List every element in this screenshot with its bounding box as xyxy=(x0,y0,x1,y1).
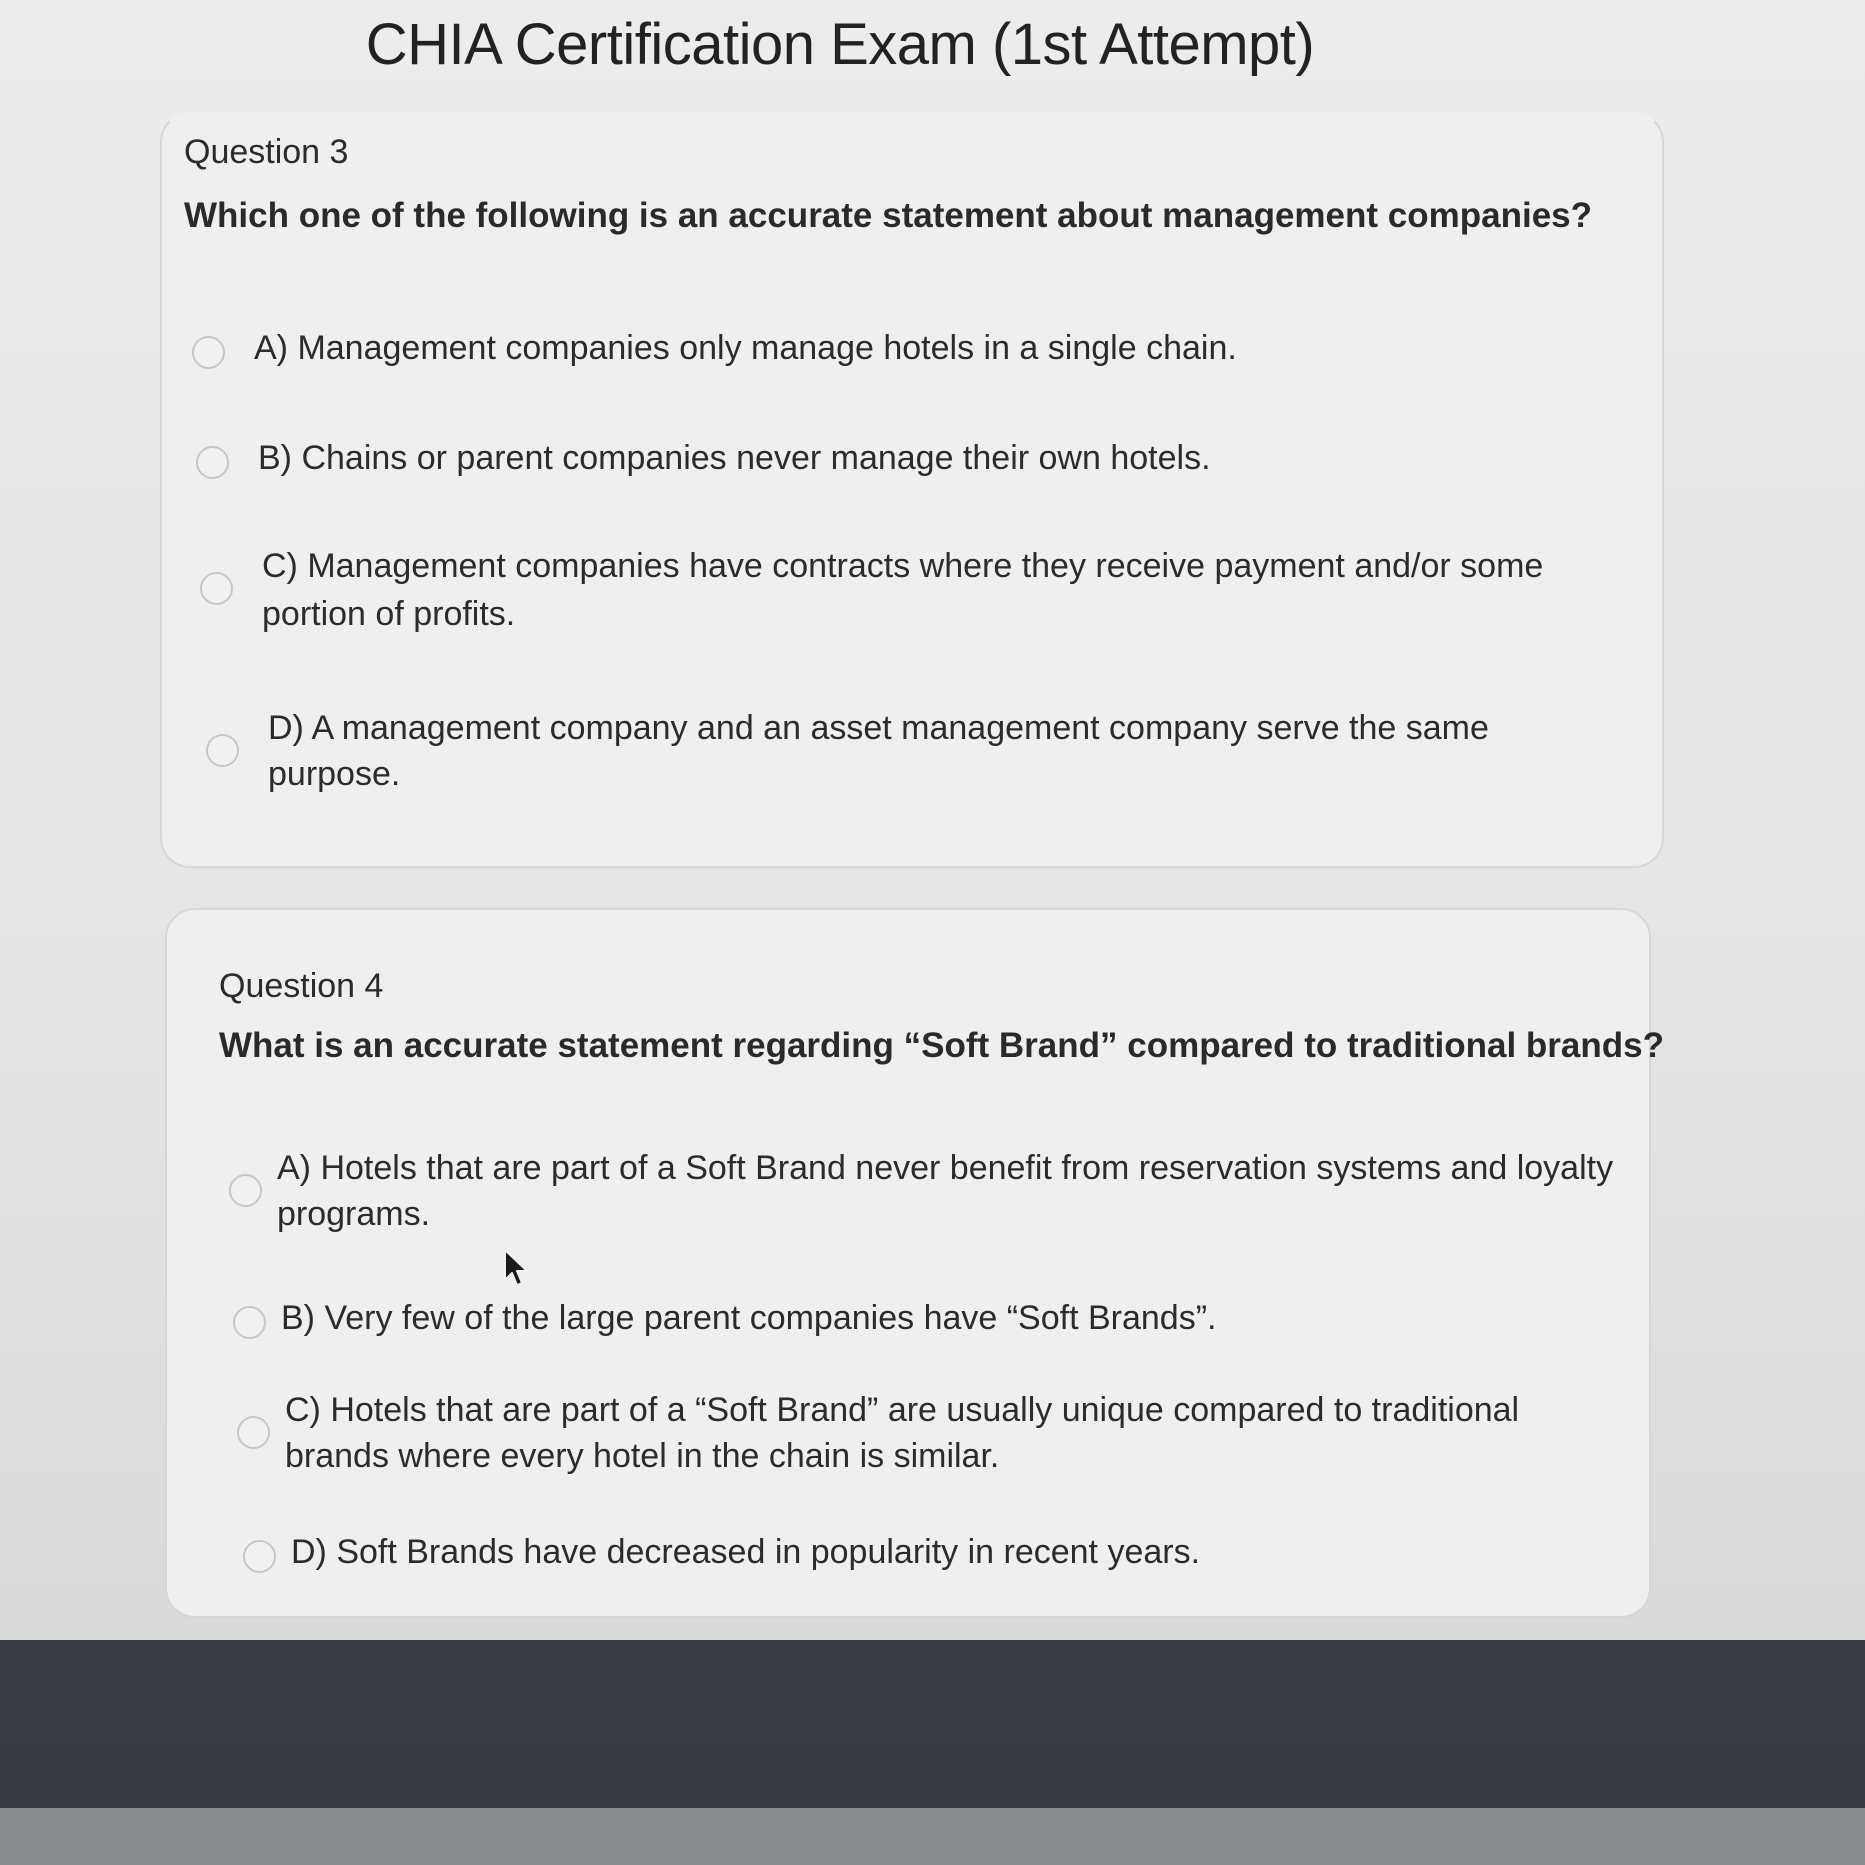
question-card-3 xyxy=(160,112,1664,868)
screen-bezel xyxy=(0,1808,1865,1865)
option-label: C) Hotels that are part of a “Soft Brand” are usually unique compared to traditional xyxy=(285,1391,1520,1429)
answer-option-a[interactable] xyxy=(229,1144,1629,1244)
radio-unselected-icon[interactable] xyxy=(200,572,233,605)
question-card-4 xyxy=(165,908,1664,1618)
mouse-pointer-icon xyxy=(503,1248,531,1288)
option-label: D) Soft Brands have decreased in popularity in recent years. xyxy=(291,1533,1201,1571)
radio-unselected-icon[interactable] xyxy=(229,1174,262,1207)
radio-unselected-icon[interactable] xyxy=(237,1416,270,1449)
option-label-line2: purpose. xyxy=(268,755,401,793)
answer-option-d[interactable] xyxy=(206,704,1606,804)
option-label-line2: programs. xyxy=(277,1195,431,1233)
option-label: A) Management companies only manage hotels in a single chain. xyxy=(254,329,1237,367)
answer-option-a[interactable] xyxy=(192,324,1592,384)
answer-option-c[interactable] xyxy=(200,542,1620,642)
option-label-line2: brands where every hotel in the chain is similar. xyxy=(285,1437,1000,1475)
option-label: B) Very few of the large parent companies have “Soft Brands”. xyxy=(281,1299,1217,1337)
answer-option-b[interactable] xyxy=(196,434,1596,494)
question-number: Question 3 xyxy=(184,133,349,171)
radio-unselected-icon[interactable] xyxy=(233,1306,266,1339)
question-text: What is an accurate statement regarding “Soft Brand” compared to traditional brands? xyxy=(219,1026,1664,1065)
radio-unselected-icon[interactable] xyxy=(206,734,239,767)
option-label: D) A management company and an asset management company serve the same xyxy=(268,709,1489,747)
answer-option-c[interactable] xyxy=(237,1386,1637,1486)
option-label: A) Hotels that are part of a Soft Brand never benefit from reservation systems and loyalty xyxy=(277,1149,1614,1187)
answer-option-d[interactable] xyxy=(243,1528,1643,1588)
option-label-line2: portion of profits. xyxy=(262,595,516,633)
radio-unselected-icon[interactable] xyxy=(243,1540,276,1573)
option-label: B) Chains or parent companies never manage their own hotels. xyxy=(258,439,1211,477)
question-text: Which one of the following is an accurate statement about management companies? xyxy=(184,196,1592,235)
question-number: Question 4 xyxy=(219,967,384,1005)
radio-unselected-icon[interactable] xyxy=(196,446,229,479)
answer-option-b[interactable] xyxy=(233,1294,1633,1354)
option-label: C) Management companies have contracts where they receive payment and/or some xyxy=(262,547,1544,585)
page-title: CHIA Certification Exam (1st Attempt) xyxy=(365,12,1315,77)
radio-unselected-icon[interactable] xyxy=(192,336,225,369)
